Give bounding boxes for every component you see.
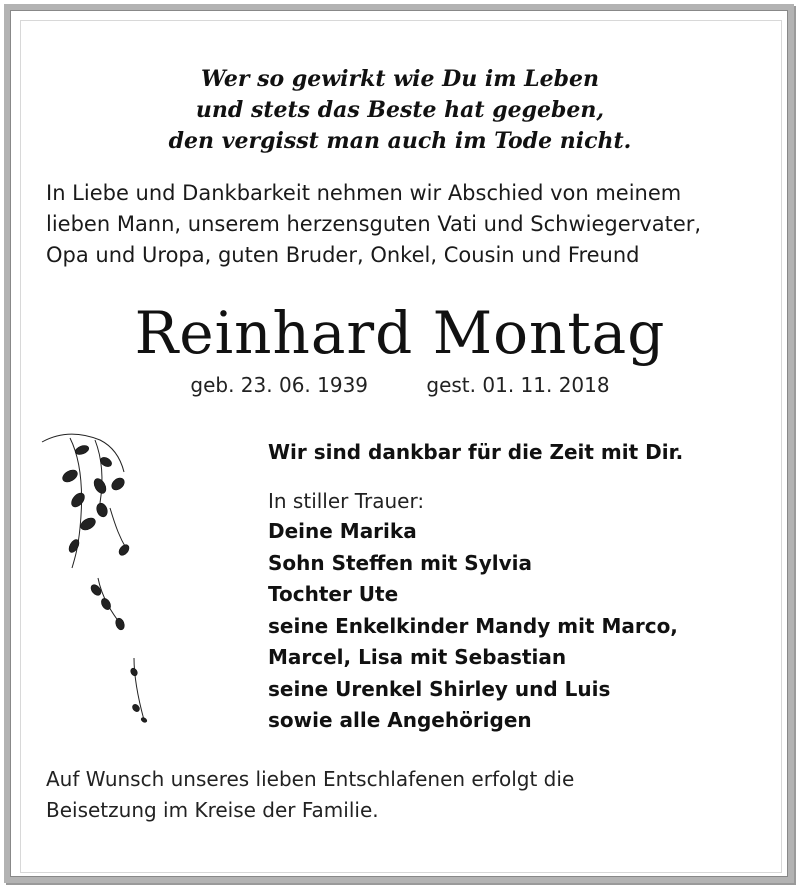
mourner-item: sowie alle Angehörigen	[268, 708, 532, 732]
mourners-title: In stiller Trauer:	[268, 489, 425, 513]
deceased-name: Reinhard Montag	[134, 299, 666, 367]
mourner-item: Sohn Steffen mit Sylvia	[268, 550, 532, 575]
gratitude-motto: Wir sind dankbar für die Zeit mit Dir.	[268, 440, 684, 464]
birth-date: geb. 23. 06. 1939	[190, 373, 369, 397]
birch-branch-icon	[40, 428, 150, 728]
mourner-item: Deine Marika	[268, 519, 417, 543]
mourner-item: seine Urenkel Shirley und Luis	[268, 676, 611, 701]
verse-line-3: den vergisst man auch im Tode nicht.	[168, 128, 632, 154]
life-dates	[0, 370, 800, 400]
intro-line-2: lieben Mann, unserem herzensguten Vati und Schwiegervater,	[46, 212, 702, 236]
closing-line-1: Auf Wunsch unseres lieben Entschlafenen erfolgt die	[46, 767, 575, 791]
memorial-verse	[0, 64, 800, 157]
verse-line-2: und stets das Beste hat gegeben,	[195, 97, 605, 123]
verse-line-1: Wer so gewirkt wie Du im Leben	[200, 66, 600, 92]
death-date: gest. 01. 11. 2018	[426, 373, 610, 397]
mourner-item: Tochter Ute	[268, 582, 399, 606]
mourner-item: seine Enkelkinder Mandy mit Marco,	[268, 613, 678, 638]
intro-line-1: In Liebe und Dankbarkeit nehmen wir Abschied von meinem	[46, 181, 682, 205]
closing-note	[46, 764, 746, 826]
intro-line-3: Opa und Uropa, guten Bruder, Onkel, Cousin und Freund	[46, 243, 640, 267]
closing-line-2: Beisetzung im Kreise der Familie.	[46, 798, 379, 822]
mourners-list	[268, 516, 768, 737]
mourner-item: Marcel, Lisa mit Sebastian	[268, 645, 567, 669]
intro-text	[46, 178, 766, 271]
